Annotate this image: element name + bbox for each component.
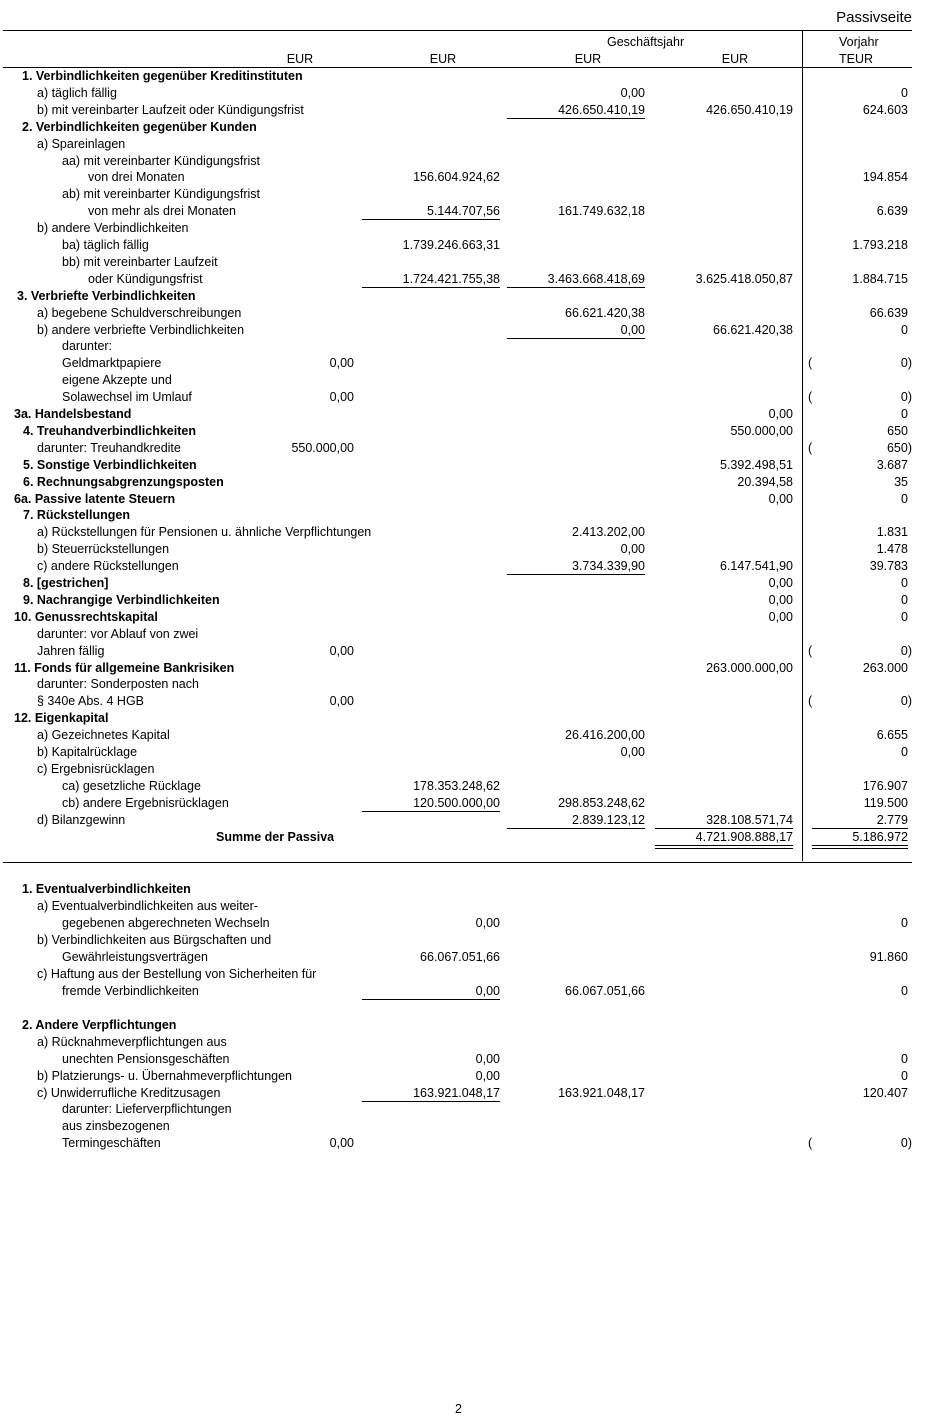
table-row-value-c3: 0,00 bbox=[620, 745, 645, 759]
total-double-underline bbox=[655, 845, 793, 849]
contingent-row-value-vj: 0 bbox=[901, 1051, 908, 1066]
contingent-row-label: 1. Eventualverbindlichkeiten bbox=[22, 882, 191, 896]
table-row-value-c2: 5.144.707,56 bbox=[427, 204, 500, 219]
table-row-label: darunter: Treuhandkredite bbox=[37, 440, 181, 455]
header-unit: EUR bbox=[286, 52, 314, 66]
table-row-label: 6a. Passive latente Steuern bbox=[14, 491, 176, 506]
contingent-row-label: c) Haftung aus der Bestellung von Sicherheiten für bbox=[37, 966, 317, 981]
table-row-label: cb) andere Ergebnisrücklagen bbox=[62, 795, 229, 810]
table-row-value-c2: 120.500.000,00 bbox=[413, 795, 500, 810]
table-row-value-vj: 194.854 bbox=[862, 170, 908, 185]
table-row-value-c4: 3.625.418.050,87 bbox=[695, 271, 793, 286]
table-row-label: 3. Verbriefte Verbindlichkeiten bbox=[17, 288, 196, 303]
contingent-row-value-c2: 0,00 bbox=[475, 984, 500, 998]
table-row-value-vj: 0 bbox=[901, 322, 908, 337]
table-row-value-c2: 178.353.248,62 bbox=[413, 778, 500, 793]
sum-underline bbox=[507, 828, 645, 829]
contingent-row-label: b) Verbindlichkeiten aus Bürgschaften und bbox=[37, 932, 272, 947]
table-row-label: Jahren fällig bbox=[37, 643, 105, 658]
sum-underline bbox=[507, 118, 645, 119]
table-row-label: 3a. Handelsbestand bbox=[14, 407, 132, 421]
table-row-label: b) andere Verbindlichkeiten bbox=[37, 221, 189, 236]
contingent-row-value-c2: 66.067.051,66 bbox=[420, 949, 500, 964]
table-row-value-vj: 176.907 bbox=[862, 778, 908, 793]
sum-underline bbox=[362, 219, 500, 220]
table-row-label: a) täglich fällig bbox=[37, 85, 117, 100]
contingent-row-label: b) Platzierungs- u. Übernahmeverpflichtungen bbox=[37, 1068, 292, 1083]
contingent-row-value-vj: 0 bbox=[901, 1068, 908, 1083]
table-row-label: von drei Monaten bbox=[88, 170, 185, 185]
sum-underline bbox=[362, 811, 500, 812]
table-row-paren-open: ( bbox=[808, 440, 813, 455]
sum-underline bbox=[812, 828, 908, 829]
table-row-value-vj: 0 bbox=[901, 592, 908, 607]
sum-underline bbox=[507, 338, 645, 339]
contingent-row-value-c2: 0,00 bbox=[475, 1051, 500, 1066]
table-row-value-c3: 2.839.123,12 bbox=[572, 812, 645, 827]
table-row-label: eigene Akzepte und bbox=[62, 373, 172, 388]
table-row-value-c1: 550.000,00 bbox=[291, 440, 354, 455]
contingent-row-label: Gewährleistungsverträgen bbox=[62, 949, 208, 964]
table-row-label: 6. Rechnungsabgrenzungsposten bbox=[23, 474, 224, 489]
sum-underline bbox=[362, 999, 500, 1000]
table-row-value-c4: 0,00 bbox=[768, 407, 793, 421]
contingent-row-value-c3: 163.921.048,17 bbox=[558, 1085, 645, 1100]
table-row-paren-open: ( bbox=[808, 390, 813, 405]
contingent-row-value-vj: 0 bbox=[901, 984, 908, 998]
table-row-value-c2: 1.724.421.755,38 bbox=[402, 271, 500, 286]
table-row-label: 12. Eigenkapital bbox=[14, 711, 109, 726]
sum-underline bbox=[362, 287, 500, 288]
table-row-value-c2: 156.604.924,62 bbox=[413, 170, 500, 185]
contingent-row-value-c3: 66.067.051,66 bbox=[565, 984, 645, 998]
table-row-value-c4: 20.394,58 bbox=[737, 474, 793, 489]
table-row-label: oder Kündigungsfrist bbox=[88, 271, 203, 286]
table-row-label: 1. Verbindlichkeiten gegenüber Kreditinstituten bbox=[22, 69, 303, 83]
table-row-value-vj: 0 bbox=[901, 609, 908, 624]
table-row-value-vj-paren: 0) bbox=[900, 356, 912, 371]
table-row-value-c4: 328.108.571,74 bbox=[706, 812, 793, 827]
table-row-label: aa) mit vereinbarter Kündigungsfrist bbox=[62, 153, 261, 168]
table-row-label: c) Ergebnisrücklagen bbox=[37, 761, 155, 776]
table-row-value-c4: 6.147.541,90 bbox=[720, 559, 793, 574]
table-row-value-vj-paren: 0) bbox=[900, 643, 912, 658]
contingent-row-label: gegebenen abgerechneten Wechseln bbox=[62, 915, 270, 930]
table-row-label: a) begebene Schuldverschreibungen bbox=[37, 305, 242, 320]
table-row-paren-open: ( bbox=[808, 694, 813, 709]
table-row-value-c4: 66.621.420,38 bbox=[713, 322, 793, 337]
table-row-value-vj-paren: 650) bbox=[886, 440, 912, 455]
table-row-label: 10. Genussrechtskapital bbox=[14, 609, 158, 624]
table-row-value-c4: 0,00 bbox=[768, 609, 793, 624]
table-row-value-vj: 650 bbox=[887, 423, 908, 438]
contingent-row-value-c2: 0,00 bbox=[475, 915, 500, 930]
table-row-label: ca) gesetzliche Rücklage bbox=[62, 778, 201, 793]
header-current-year: Geschäftsjahr bbox=[607, 35, 685, 49]
table-row-value-vj: 263.000 bbox=[862, 660, 908, 675]
table-row-value-c3: 3.463.668.418,69 bbox=[547, 271, 645, 286]
table-row-value-c3: 0,00 bbox=[620, 542, 645, 557]
header-unit: EUR bbox=[429, 52, 457, 66]
header-prior-year: Vorjahr bbox=[839, 35, 879, 49]
table-row-value-c4: 0,00 bbox=[768, 576, 793, 590]
table-row-value-vj-paren: 0) bbox=[900, 694, 912, 709]
contingent-row-label: c) Unwiderrufliche Kreditzusagen bbox=[37, 1085, 221, 1100]
contingent-row-label: Termingeschäften bbox=[62, 1136, 161, 1151]
section-divider bbox=[3, 862, 912, 863]
table-row-value-vj: 66.639 bbox=[869, 305, 908, 320]
table-row-label: b) mit vereinbarter Laufzeit oder Kündigungsfrist bbox=[37, 102, 304, 117]
contingent-row-value-vj: 120.407 bbox=[862, 1085, 908, 1100]
table-row-label: 7. Rückstellungen bbox=[23, 508, 130, 523]
table-row-label: a) Gezeichnetes Kapital bbox=[37, 728, 170, 743]
contingent-row-label: a) Eventualverbindlichkeiten aus weiter- bbox=[37, 898, 258, 913]
table-row-label: darunter: Sonderposten nach bbox=[37, 677, 199, 692]
table-row-value-c3: 0,00 bbox=[620, 322, 645, 337]
table-row-value-c4: 426.650.410,19 bbox=[706, 102, 793, 117]
table-row-value-c3: 3.734.339,90 bbox=[572, 559, 645, 574]
contingent-row-label: 2. Andere Verpflichtungen bbox=[22, 1017, 177, 1032]
contingent-row-label: a) Rücknahmeverpflichtungen aus bbox=[37, 1034, 227, 1049]
table-row-value-vj: 35 bbox=[894, 474, 908, 489]
table-row-value-c4: 5.392.498,51 bbox=[720, 457, 793, 472]
table-row-value-vj: 119.500 bbox=[863, 795, 908, 810]
table-row-label: c) andere Rückstellungen bbox=[37, 559, 179, 574]
contingent-row-value-vj-paren: 0) bbox=[900, 1136, 912, 1151]
contingent-row-value-c1: 0,00 bbox=[329, 1136, 354, 1151]
contingent-row-paren-open: ( bbox=[808, 1136, 813, 1151]
table-row-label: a) Rückstellungen für Pensionen u. ähnliche Verpflichtungen bbox=[37, 525, 372, 540]
table-row-label: ab) mit vereinbarter Kündigungsfrist bbox=[62, 187, 261, 202]
table-row-value-vj: 0 bbox=[901, 491, 908, 506]
table-row-paren-open: ( bbox=[808, 356, 813, 371]
contingent-row-label: aus zinsbezogenen bbox=[62, 1119, 170, 1134]
contingent-row-label: unechten Pensionsgeschäften bbox=[62, 1051, 230, 1066]
page-title: Passivseite bbox=[836, 9, 912, 26]
table-row-label: 2. Verbindlichkeiten gegenüber Kunden bbox=[22, 119, 257, 134]
table-row-label: b) Kapitalrücklage bbox=[37, 745, 138, 759]
table-row-label: 9. Nachrangige Verbindlichkeiten bbox=[23, 592, 220, 607]
table-row-value-vj: 624.603 bbox=[862, 102, 908, 117]
table-row-value-c4: 4.721.908.888,17 bbox=[695, 829, 793, 844]
contingent-row-value-c2: 163.921.048,17 bbox=[413, 1085, 500, 1100]
table-row-value-vj: 1.884.715 bbox=[852, 271, 908, 286]
sum-underline bbox=[507, 287, 645, 288]
table-row-label: 4. Treuhandverbindlichkeiten bbox=[23, 423, 196, 438]
table-row-value-c1: 0,00 bbox=[329, 390, 354, 405]
table-row-label: von mehr als drei Monaten bbox=[88, 204, 236, 219]
table-row-paren-open: ( bbox=[808, 643, 813, 658]
table-row-label: Summe der Passiva bbox=[216, 829, 335, 844]
table-row-value-vj: 3.687 bbox=[876, 457, 908, 472]
table-row-value-vj: 0 bbox=[901, 407, 908, 421]
table-row-value-c3: 426.650.410,19 bbox=[558, 102, 645, 117]
table-row-value-vj-paren: 0) bbox=[900, 390, 912, 405]
table-row-value-c4: 263.000.000,00 bbox=[706, 660, 793, 675]
table-row-label: darunter: bbox=[62, 339, 113, 354]
header-unit: TEUR bbox=[838, 52, 874, 66]
table-row-label: ba) täglich fällig bbox=[62, 238, 149, 252]
table-row-label: b) andere verbriefte Verbindlichkeiten bbox=[37, 322, 245, 337]
table-row-label: darunter: vor Ablauf von zwei bbox=[37, 626, 199, 641]
table-row-value-c4: 0,00 bbox=[768, 592, 793, 607]
table-row-value-vj: 6.639 bbox=[876, 204, 908, 219]
table-row-label: 11. Fonds für allgemeine Bankrisiken bbox=[14, 660, 235, 675]
table-row-value-c3: 2.413.202,00 bbox=[572, 525, 645, 540]
table-row-label: a) Spareinlagen bbox=[37, 136, 126, 151]
table-row-value-vj: 6.655 bbox=[876, 728, 908, 743]
table-row-value-vj: 1.478 bbox=[876, 542, 908, 557]
table-row-label: d) Bilanzgewinn bbox=[37, 812, 126, 827]
table-row-label: bb) mit vereinbarter Laufzeit bbox=[62, 254, 218, 269]
table-row-label: 8. [gestrichen] bbox=[23, 576, 109, 590]
table-row-value-c3: 66.621.420,38 bbox=[565, 305, 645, 320]
page-number: 2 bbox=[455, 1402, 462, 1416]
contingent-row-label: fremde Verbindlichkeiten bbox=[62, 984, 199, 998]
table-row-label: 5. Sonstige Verbindlichkeiten bbox=[23, 457, 197, 472]
prior-year-divider bbox=[802, 30, 803, 861]
table-row-label: Geldmarktpapiere bbox=[62, 356, 162, 371]
table-row-value-c4: 550.000,00 bbox=[730, 423, 793, 438]
table-row-value-c3: 0,00 bbox=[620, 85, 645, 100]
table-row-value-vj: 5.186.972 bbox=[852, 829, 908, 844]
table-row-value-vj: 2.779 bbox=[876, 812, 908, 827]
sum-underline bbox=[362, 1101, 500, 1102]
table-row-value-vj: 1.831 bbox=[876, 525, 908, 540]
table-row-label: § 340e Abs. 4 HGB bbox=[37, 694, 145, 709]
table-row-value-vj: 0 bbox=[901, 576, 908, 590]
table-row-value-c4: 0,00 bbox=[768, 491, 793, 506]
table-row-value-c3: 26.416.200,00 bbox=[565, 728, 645, 743]
table-row-value-vj: 0 bbox=[901, 745, 908, 759]
contingent-row-value-c2: 0,00 bbox=[475, 1068, 500, 1083]
sum-underline bbox=[655, 828, 793, 829]
table-row-value-c1: 0,00 bbox=[329, 694, 354, 709]
table-row-value-c3: 161.749.632,18 bbox=[558, 204, 645, 219]
sum-underline bbox=[507, 574, 645, 575]
table-row-value-c1: 0,00 bbox=[329, 356, 354, 371]
table-row-value-c3: 298.853.248,62 bbox=[558, 795, 645, 810]
table-row-label: Solawechsel im Umlauf bbox=[62, 390, 192, 405]
table-row-value-vj: 1.793.218 bbox=[852, 238, 908, 252]
header-unit: EUR bbox=[574, 52, 602, 66]
table-row-value-vj: 39.783 bbox=[869, 559, 908, 574]
table-row-value-vj: 0 bbox=[901, 85, 908, 100]
contingent-row-value-vj: 91.860 bbox=[869, 949, 908, 964]
header-bottom-rule bbox=[3, 67, 912, 68]
contingent-row-label: darunter: Lieferverpflichtungen bbox=[62, 1102, 232, 1117]
total-double-underline bbox=[812, 845, 908, 849]
contingent-row-value-vj: 0 bbox=[901, 915, 908, 930]
table-row-value-c1: 0,00 bbox=[329, 643, 354, 658]
table-row-label: b) Steuerrückstellungen bbox=[37, 542, 170, 557]
header-unit: EUR bbox=[721, 52, 749, 66]
table-row-value-c2: 1.739.246.663,31 bbox=[402, 238, 500, 252]
header-top-rule bbox=[3, 30, 912, 31]
